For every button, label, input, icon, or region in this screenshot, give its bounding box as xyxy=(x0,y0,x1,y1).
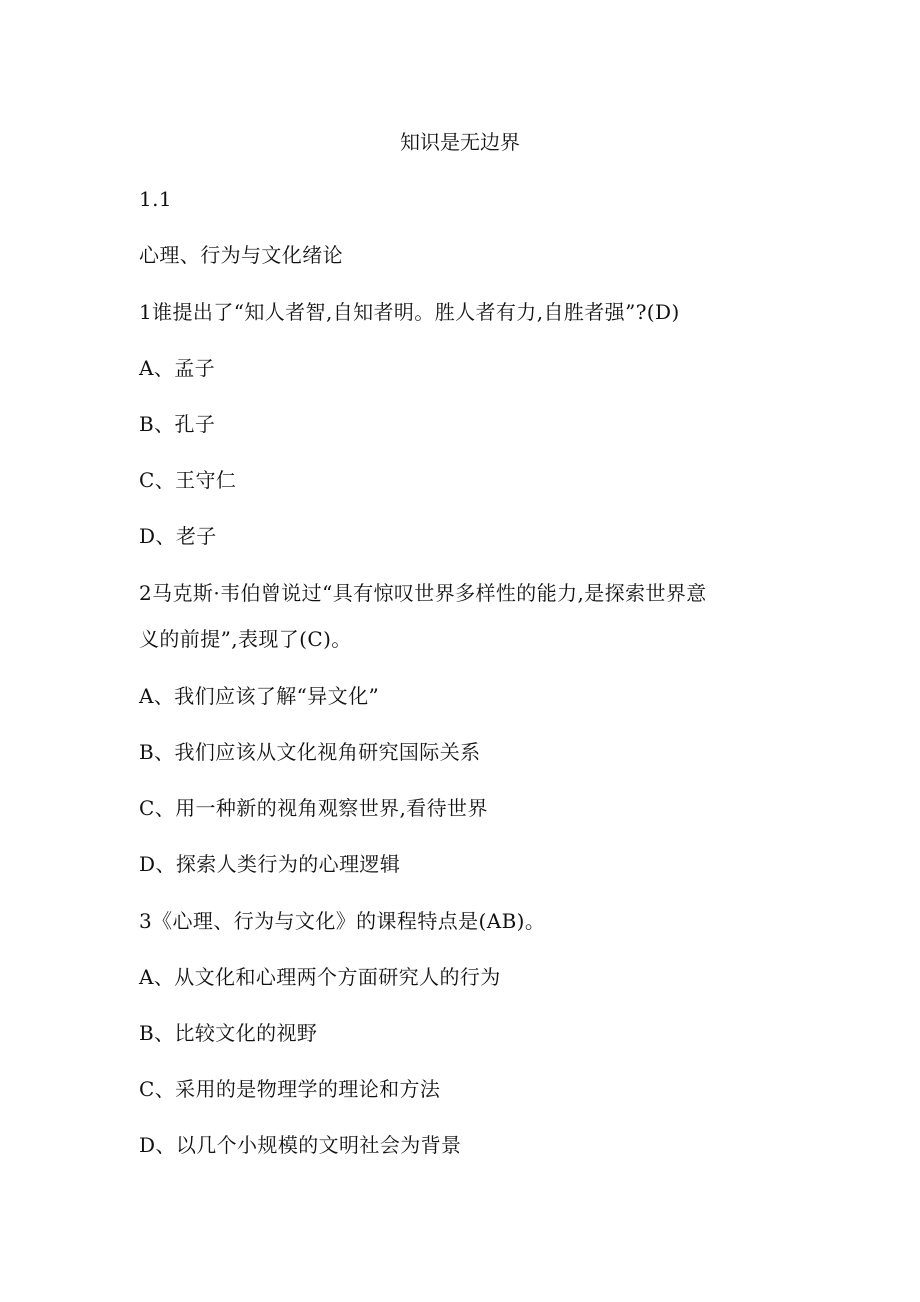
question-1-option-c: C、王守仁 xyxy=(139,468,237,492)
section-number: 1.1 xyxy=(139,187,173,211)
question-2-option-a: A、我们应该了解“异文化” xyxy=(139,684,380,708)
question-2-option-b: B、我们应该从文化视角研究国际关系 xyxy=(139,740,481,764)
question-2-option-d: D、探索人类行为的心理逻辑 xyxy=(139,852,401,876)
question-3-option-c: C、采用的是物理学的理论和方法 xyxy=(139,1077,441,1101)
question-1-stem: 1谁提出了“知人者智,自知者明。胜人者有力,自胜者强”?(D) xyxy=(139,300,680,324)
question-2-stem-line-1: 2马克斯·韦伯曾说过“具有惊叹世界多样性的能力,是探索世界意 xyxy=(139,581,707,605)
question-1-option-a: A、孟子 xyxy=(139,356,216,380)
question-1-option-d: D、老子 xyxy=(139,524,217,548)
section-title: 心理、行为与文化绪论 xyxy=(139,243,343,267)
question-2-option-c: C、用一种新的视角观察世界,看待世界 xyxy=(139,796,488,820)
question-3-option-b: B、比较文化的视野 xyxy=(139,1021,318,1045)
question-3-stem: 3《心理、行为与文化》的课程特点是(AB)。 xyxy=(139,909,546,933)
question-1-option-b: B、孔子 xyxy=(139,412,216,436)
question-3-option-a: A、从文化和心理两个方面研究人的行为 xyxy=(139,965,501,989)
document-title: 知识是无边界 xyxy=(400,130,520,154)
question-3-option-d: D、以几个小规模的文明社会为背景 xyxy=(139,1133,462,1157)
question-2-stem-line-2: 义的前提”,表现了(C)。 xyxy=(139,627,352,651)
